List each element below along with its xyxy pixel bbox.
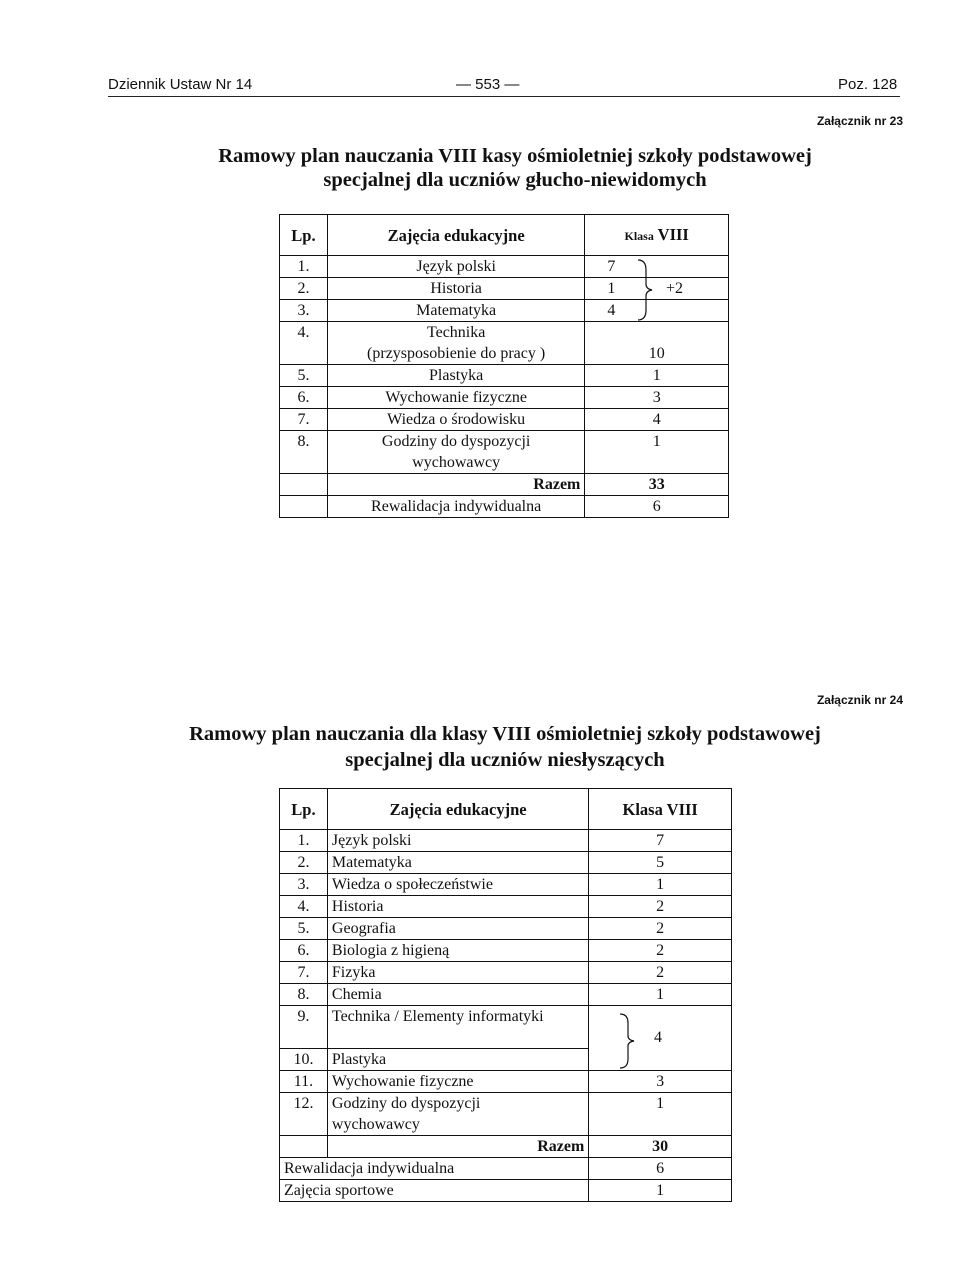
row-subject: Wychowanie fizyczne (327, 1071, 588, 1093)
total-row (280, 1136, 732, 1158)
row-hours: 1 (585, 431, 729, 474)
row-lp: 12. (280, 1093, 328, 1136)
row-lp: 1. (280, 830, 328, 852)
row-hours: 1 (589, 1093, 732, 1136)
row-hours: 2 (589, 962, 732, 984)
row-subject (327, 1093, 588, 1136)
row-subject: Geografia (327, 918, 588, 940)
table-row (280, 940, 732, 962)
table-header-row (280, 789, 732, 830)
col-class-number: VIII (657, 224, 689, 244)
row-lp: 6. (280, 387, 328, 409)
table-row (280, 387, 729, 409)
row-lp: 9. (280, 1006, 328, 1049)
total-label: Razem (327, 474, 584, 496)
row-lp: 6. (280, 940, 328, 962)
table-row (280, 874, 732, 896)
row-lp: 4. (280, 322, 328, 365)
annex-24-title-line1: Ramowy plan nauczania dla klasy VIII ośmioletniej szkoły podstawowej (189, 723, 821, 745)
table-row (280, 896, 732, 918)
row-subject (327, 322, 584, 365)
col-subject-header: Zajęcia edukacyjne (327, 789, 588, 830)
row-hours: 7 (589, 830, 732, 852)
row-subject: Plastyka (327, 365, 584, 387)
row-subject-line1: Godziny do dyspozycji (381, 433, 531, 450)
total-value: 30 (589, 1136, 732, 1158)
row-lp: 7. (280, 962, 328, 984)
row-lp: 3. (280, 874, 328, 896)
brace-extra-label: +2 (666, 280, 684, 297)
row-hours: 10 (585, 322, 729, 365)
individual-label: Rewalidacja indywidualna (327, 496, 584, 518)
row-subject-line2: (przysposobienie do pracy ) (367, 345, 546, 362)
row-subject: Technika / Elementy informatyki (327, 1006, 588, 1049)
row-hours: 7 (585, 256, 729, 278)
header-rule (108, 96, 900, 97)
total-lp-empty (280, 474, 328, 496)
row-lp: 2. (280, 278, 328, 300)
row-hours: 2 (589, 940, 732, 962)
annex-24-table (279, 788, 732, 1202)
sport-row (280, 1180, 732, 1202)
row-hours: 1 (589, 874, 732, 896)
sport-value: 1 (589, 1180, 732, 1202)
total-lp-empty (280, 1136, 328, 1158)
table-row (280, 1071, 732, 1093)
col-lp-header: Lp. (280, 789, 328, 830)
table-row (280, 984, 732, 1006)
row-subject: Fizyka (327, 962, 588, 984)
individual-value: 6 (589, 1158, 732, 1180)
table-row (280, 409, 729, 431)
row-subject-line2: wychowawcy (412, 454, 501, 471)
table-row (280, 962, 732, 984)
individual-label: Rewalidacja indywidualna (280, 1158, 589, 1180)
total-label: Razem (327, 1136, 588, 1158)
row-subject: Chemia (327, 984, 588, 1006)
brace-icon (618, 1012, 638, 1070)
row-subject: Biologia z higieną (327, 940, 588, 962)
row-hours: 1 (589, 984, 732, 1006)
row-subject-line1: Technika (426, 324, 486, 341)
row-hours: 3 (585, 387, 729, 409)
row-subject-line1: Godziny do dyspozycji (331, 1095, 481, 1112)
row-subject: Historia (327, 896, 588, 918)
table-row (280, 852, 732, 874)
brace-icon (636, 258, 656, 322)
table-row (280, 1049, 732, 1071)
row-lp: 8. (280, 431, 328, 474)
row-lp: 7. (280, 409, 328, 431)
individual-value: 6 (585, 496, 729, 518)
table-row (280, 256, 729, 278)
table-row (280, 1006, 732, 1049)
total-value: 33 (585, 474, 729, 496)
annex-23-title-line1: Ramowy plan nauczania VIII kasy ośmioletniej szkoły podstawowej (218, 145, 812, 167)
col-class-small: Klasa (624, 228, 654, 243)
col-class-header (585, 215, 729, 256)
table-row (280, 1093, 732, 1136)
row-subject: Wiedza o środowisku (327, 409, 584, 431)
sport-label: Zajęcia sportowe (280, 1180, 589, 1202)
row-hours: 5 (589, 852, 732, 874)
annex-23-title-line2: specjalnej dla uczniów głucho-niewidomych (323, 169, 707, 191)
row-subject: Wychowanie fizyczne (327, 387, 584, 409)
table-row (280, 431, 729, 474)
table-header-row (280, 215, 729, 256)
row-hours: 2 (589, 896, 732, 918)
row-lp: 10. (280, 1049, 328, 1071)
annex-24-title-line2: specjalnej dla uczniów niesłyszących (345, 749, 665, 771)
row-hours: 4 (585, 300, 729, 322)
row-lp: 3. (280, 300, 328, 322)
row-lp: 8. (280, 984, 328, 1006)
table-row (280, 278, 729, 300)
table-row (280, 918, 732, 940)
brace-value-label: 4 (654, 1029, 662, 1046)
row-subject-line2: wychowawcy (331, 1116, 420, 1133)
col-subject-header: Zajęcia edukacyjne (327, 215, 584, 256)
row-subject: Język polski (327, 256, 584, 278)
row-lp: 11. (280, 1071, 328, 1093)
annex-23-label: Załącznik nr 23 (816, 114, 903, 128)
row-lp: 5. (280, 918, 328, 940)
row-subject: Matematyka (327, 300, 584, 322)
position-number: Poz. 128 (838, 76, 898, 93)
row-subject: Plastyka (327, 1049, 588, 1071)
row-lp: 5. (280, 365, 328, 387)
row-subject: Wiedza o społeczeństwie (327, 874, 588, 896)
col-class-header: Klasa VIII (589, 789, 732, 830)
row-hours (589, 1049, 732, 1071)
row-hours: 1 (585, 365, 729, 387)
row-lp: 1. (280, 256, 328, 278)
row-hours: 3 (589, 1071, 732, 1093)
row-lp: 4. (280, 896, 328, 918)
individual-lp-empty (280, 496, 328, 518)
row-subject (327, 431, 584, 474)
annex-24-label: Załącznik nr 24 (816, 693, 903, 707)
row-hours: 4 (585, 409, 729, 431)
row-lp: 2. (280, 852, 328, 874)
table-row (280, 322, 729, 365)
row-subject: Historia (327, 278, 584, 300)
individual-row (280, 1158, 732, 1180)
table-row (280, 830, 732, 852)
col-lp-header: Lp. (280, 215, 328, 256)
individual-row (280, 496, 729, 518)
table-row (280, 300, 729, 322)
row-subject: Matematyka (327, 852, 588, 874)
row-hours: 1 (585, 278, 729, 300)
row-hours: 2 (589, 918, 732, 940)
page-number: — 553 — (456, 76, 520, 93)
journal-name: Dziennik Ustaw Nr 14 (108, 76, 253, 93)
total-row (280, 474, 729, 496)
row-subject: Język polski (327, 830, 588, 852)
table-row (280, 365, 729, 387)
annex-23-table (279, 214, 729, 518)
